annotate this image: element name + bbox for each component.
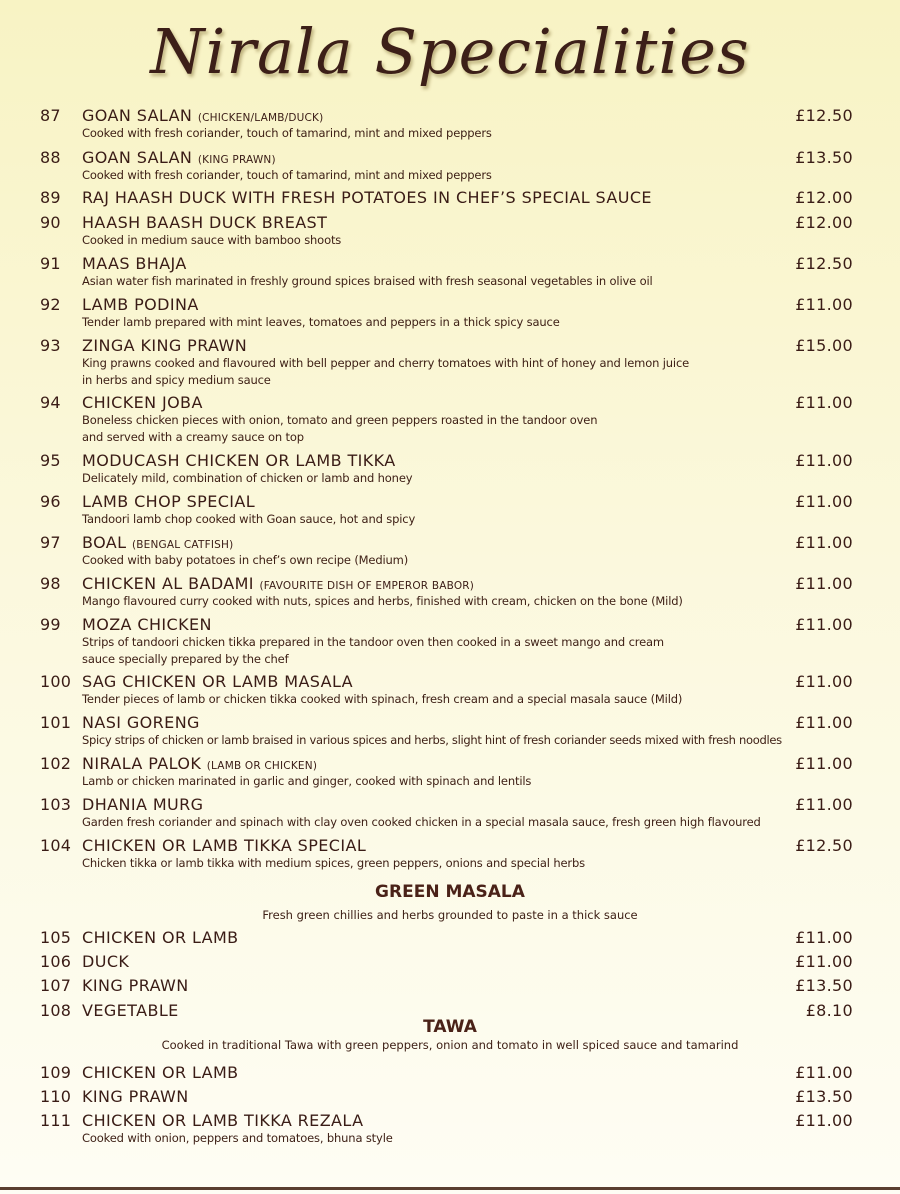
item-description: Strips of tandoori chicken tikka prepared in the tandoor oven then cooked in a sweet mango and cream sauce specially prepared by the chef bbox=[82, 635, 664, 666]
item-name: LAMB CHOP SPECIAL bbox=[82, 492, 256, 511]
item-name: HAASH BAASH DUCK BREAST bbox=[82, 213, 328, 232]
item-name: CHICKEN AL BADAMI (FAVOURITE DISH OF EMPEROR BABOR) bbox=[82, 574, 475, 593]
item-note: (KING PRAWN) bbox=[197, 154, 276, 166]
item-name: VEGETABLE bbox=[82, 1001, 179, 1020]
item-price: £11.00 bbox=[795, 713, 853, 732]
item-name: CHICKEN OR LAMB bbox=[82, 928, 239, 947]
item-name: CHICKEN OR LAMB TIKKA SPECIAL bbox=[82, 836, 367, 855]
item-number: 103 bbox=[40, 795, 72, 814]
item-description: Tandoori lamb chop cooked with Goan sauce, hot and spicy bbox=[82, 512, 416, 526]
item-number: 110 bbox=[40, 1087, 72, 1106]
item-price: £12.00 bbox=[795, 213, 853, 232]
item-description: Tender lamb prepared with mint leaves, tomatoes and peppers in a thick spicy sauce bbox=[82, 315, 560, 329]
section-description: Fresh green chillies and herbs grounded to paste in a thick sauce bbox=[262, 908, 638, 922]
item-number: 99 bbox=[40, 615, 61, 634]
item-name: LAMB PODINA bbox=[82, 295, 199, 314]
item-number: 101 bbox=[40, 713, 72, 732]
item-price: £11.00 bbox=[795, 1111, 853, 1130]
item-description: Delicately mild, combination of chicken or lamb and honey bbox=[82, 471, 413, 485]
item-number: 97 bbox=[40, 533, 61, 552]
item-number: 105 bbox=[40, 928, 72, 947]
item-description: Cooked with fresh coriander, touch of tamarind, mint and mixed peppers bbox=[82, 126, 492, 140]
item-name: NASI GORENG bbox=[82, 713, 200, 732]
item-description: Boneless chicken pieces with onion, tomato and green peppers roasted in the tandoor oven and served with a creamy sauce on top bbox=[82, 413, 598, 444]
item-price: £11.00 bbox=[795, 533, 853, 552]
item-price: £13.50 bbox=[795, 976, 853, 995]
item-number: 108 bbox=[40, 1001, 72, 1020]
item-number: 88 bbox=[40, 148, 61, 167]
item-description: Mango flavoured curry cooked with nuts, spices and herbs, finished with cream, chicken on the bone (Mild) bbox=[82, 594, 683, 608]
item-number: 107 bbox=[40, 976, 72, 995]
item-description: Garden fresh coriander and spinach with clay oven cooked chicken in a special masala sauce, fresh green high flavoured bbox=[82, 815, 761, 829]
item-price: £11.00 bbox=[795, 492, 853, 511]
section-title-tawa: TAWA bbox=[423, 1017, 477, 1037]
item-price: £13.50 bbox=[795, 148, 853, 167]
item-name: KING PRAWN bbox=[82, 976, 189, 995]
item-name: NIRALA PALOK (LAMB OR CHICKEN) bbox=[82, 754, 318, 773]
item-name: BOAL (BENGAL CATFISH) bbox=[82, 533, 234, 552]
item-price: £11.00 bbox=[795, 795, 853, 814]
page-title: Nirala Specialities bbox=[150, 15, 750, 88]
item-description: King prawns cooked and flavoured with bell pepper and cherry tomatoes with hint of honey and lemon juice in herbs and spicy medium sauce bbox=[82, 356, 690, 387]
item-price: £12.50 bbox=[795, 106, 853, 125]
item-note: (FAVOURITE DISH OF EMPEROR BABOR) bbox=[259, 580, 475, 592]
item-number: 91 bbox=[40, 254, 61, 273]
item-name: GOAN SALAN (KING PRAWN) bbox=[82, 148, 276, 167]
item-description: Lamb or chicken marinated in garlic and ginger, cooked with spinach and lentils bbox=[82, 774, 532, 788]
item-price: £15.00 bbox=[795, 336, 853, 355]
item-price: £11.00 bbox=[795, 928, 853, 947]
section-description: Cooked in traditional Tawa with green peppers, onion and tomato in well spiced sauce and tamarind bbox=[161, 1038, 739, 1052]
item-number: 106 bbox=[40, 952, 72, 971]
item-number: 94 bbox=[40, 393, 61, 412]
item-name: ZINGA KING PRAWN bbox=[82, 336, 248, 355]
item-price: £11.00 bbox=[795, 754, 853, 773]
bottom-divider bbox=[0, 1187, 900, 1190]
item-number: 111 bbox=[40, 1111, 72, 1130]
item-name: CHICKEN OR LAMB bbox=[82, 1063, 239, 1082]
item-number: 90 bbox=[40, 213, 61, 232]
item-number: 89 bbox=[40, 188, 61, 207]
item-price: £11.00 bbox=[795, 451, 853, 470]
item-description: Cooked with onion, peppers and tomatoes, bhuna style bbox=[82, 1131, 393, 1145]
item-description: Cooked with fresh coriander, touch of tamarind, mint and mixed peppers bbox=[82, 168, 492, 182]
item-price: £11.00 bbox=[795, 615, 853, 634]
item-price: £11.00 bbox=[795, 952, 853, 971]
item-name: DHANIA MURG bbox=[82, 795, 204, 814]
item-price: £13.50 bbox=[795, 1087, 853, 1106]
item-number: 98 bbox=[40, 574, 61, 593]
item-price: £12.50 bbox=[795, 254, 853, 273]
item-name: RAJ HAASH DUCK WITH FRESH POTATOES IN CHEF’S SPECIAL SAUCE bbox=[82, 188, 652, 207]
item-price: £12.00 bbox=[795, 188, 853, 207]
item-name: CHICKEN OR LAMB TIKKA REZALA bbox=[82, 1111, 364, 1130]
item-name: GOAN SALAN (CHICKEN/LAMB/DUCK) bbox=[82, 106, 324, 125]
item-note: (BENGAL CATFISH) bbox=[131, 539, 234, 551]
item-name: SAG CHICKEN OR LAMB MASALA bbox=[82, 672, 354, 691]
item-name: KING PRAWN bbox=[82, 1087, 189, 1106]
item-number: 96 bbox=[40, 492, 61, 511]
section-title-green-masala: GREEN MASALA bbox=[375, 882, 525, 902]
item-price: £11.00 bbox=[795, 1063, 853, 1082]
item-number: 109 bbox=[40, 1063, 72, 1082]
item-number: 102 bbox=[40, 754, 72, 773]
item-price: £11.00 bbox=[795, 393, 853, 412]
item-number: 100 bbox=[40, 672, 72, 691]
item-number: 92 bbox=[40, 295, 61, 314]
item-description: Asian water fish marinated in freshly ground spices braised with fresh seasonal vegetables in olive oil bbox=[82, 274, 653, 288]
item-number: 87 bbox=[40, 106, 61, 125]
item-description: Chicken tikka or lamb tikka with medium spices, green peppers, onions and special herbs bbox=[82, 856, 585, 870]
item-note: (CHICKEN/LAMB/DUCK) bbox=[197, 112, 324, 124]
item-name: MOZA CHICKEN bbox=[82, 615, 212, 634]
item-name: CHICKEN JOBA bbox=[82, 393, 203, 412]
item-description: Cooked with baby potatoes in chef’s own recipe (Medium) bbox=[82, 553, 409, 567]
item-price: £11.00 bbox=[795, 574, 853, 593]
item-price: £11.00 bbox=[795, 672, 853, 691]
item-number: 104 bbox=[40, 836, 72, 855]
item-number: 93 bbox=[40, 336, 61, 355]
item-number: 95 bbox=[40, 451, 61, 470]
item-description: Spicy strips of chicken or lamb braised in various spices and herbs, slight hint of fresh coriander seeds mixed with fresh noodles bbox=[82, 733, 782, 747]
item-note: (LAMB OR CHICKEN) bbox=[206, 760, 318, 772]
item-name: DUCK bbox=[82, 952, 130, 971]
item-name: MODUCASH CHICKEN OR LAMB TIKKA bbox=[82, 451, 396, 470]
item-name: MAAS BHAJA bbox=[82, 254, 187, 273]
item-description: Tender pieces of lamb or chicken tikka cooked with spinach, fresh cream and a special masala sauce (Mild) bbox=[82, 692, 683, 706]
item-price: £11.00 bbox=[795, 295, 853, 314]
item-description: Cooked in medium sauce with bamboo shoots bbox=[82, 233, 342, 247]
item-price: £8.10 bbox=[805, 1001, 853, 1020]
item-price: £12.50 bbox=[795, 836, 853, 855]
